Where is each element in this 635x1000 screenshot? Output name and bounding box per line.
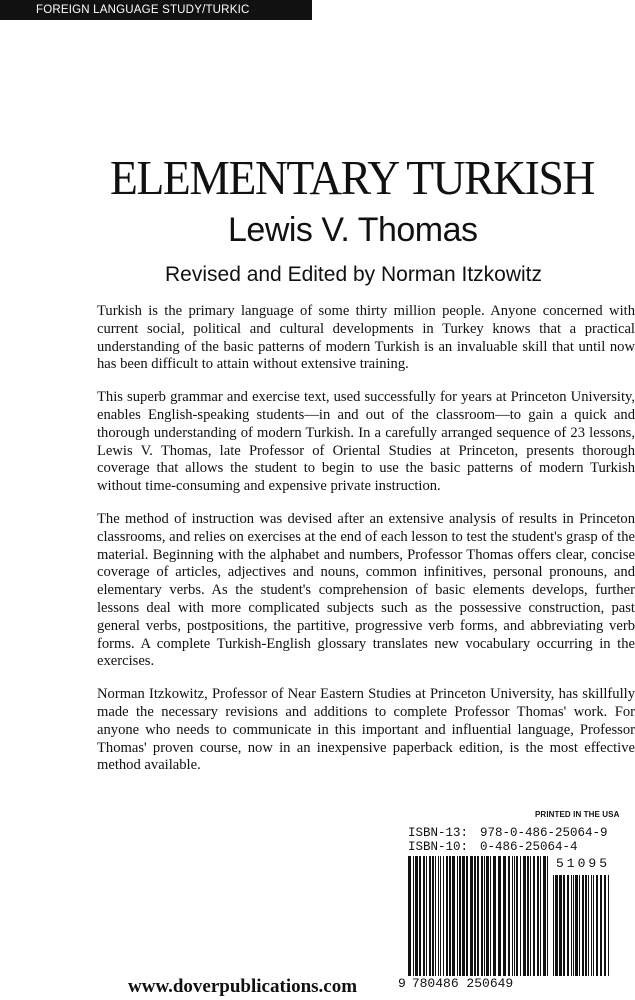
barcode-digits-rest: 780486 250649 [411, 976, 514, 991]
barcode-number [398, 976, 513, 992]
isbn-13-label: ISBN-13: [408, 826, 469, 840]
editor-credit: Revised and Edited by Norman Itzkowitz [165, 263, 543, 286]
isbn-13 [408, 826, 608, 840]
category-label: FOREIGN LANGUAGE STUDY/TURKIC LANGUAGES [0, 0, 312, 20]
book-title: ELEMENTARY TURKISH [110, 150, 594, 205]
description-paragraph: The method of instruction was devised after an extensive analysis of results in Princeton classrooms, and relies on exercises at the end of each lesson to test the student's grasp of the material. Beginning with the alphabet and numbers, Professor Thomas offers clear, concise coverage of articles, adjectives and nouns, common infinitives, personal pronouns, and elementary verbs. As the student's comprehension of basic elements develops, further lessons deal with more complicated subjects such as the possessive construction, past general verbs, postpositions, the partitive, progressive verb forms, and abbreviating verb forms. A complete Turkish-English glossary translates new vocabulary occurring in the exercises. [97, 510, 635, 670]
publisher-website[interactable]: www.doverpublications.com [128, 976, 358, 997]
description-paragraph: Turkish is the primary language of some thirty million people. Anyone concerned with current social, political and cultural developments in Turkey knows that a practical understanding of the basic patterns of modern Turkish is an invaluable skill that until now has been difficult to attain without extensive training. [97, 303, 635, 373]
price-barcode [553, 875, 611, 976]
author-name: Lewis V. Thomas [228, 211, 478, 249]
isbn-13-value: 978-0-486-25064-9 [480, 826, 608, 840]
description-paragraph: This superb grammar and exercise text, used successfully for years at Princeton University, enables English-speaking students—in and out of the classroom—to gain a quick and thorough understanding of modern Turkish. In a carefully arranged sequence of 23 lessons, Lewis V. Thomas, late Professor of Oriental Studies at Princeton, presents thorough coverage that allows the student to begin to use the basic patterns of modern Turkish without time-consuming and expensive private instruction. [97, 389, 635, 495]
isbn-10 [408, 840, 578, 854]
barcode-lead-digit: 9 [398, 976, 406, 991]
description-paragraph: Norman Itzkowitz, Professor of Near Eastern Studies at Princeton University, has skillfully made the necessary revisions and additions to complete Professor Thomas' work. For anyone who needs to communicate in this important and influential language, Professor Thomas' proven course, now in an inexpensive paperback edition, is the most effective method available. [97, 686, 635, 774]
price-code: 51095 [556, 856, 611, 871]
printed-in-usa: PRINTED IN THE USA [535, 810, 620, 819]
book-description [97, 303, 635, 790]
ean-barcode [408, 856, 550, 976]
isbn-10-value: 0-486-25064-4 [480, 840, 578, 854]
isbn-10-label: ISBN-10: [408, 840, 469, 854]
